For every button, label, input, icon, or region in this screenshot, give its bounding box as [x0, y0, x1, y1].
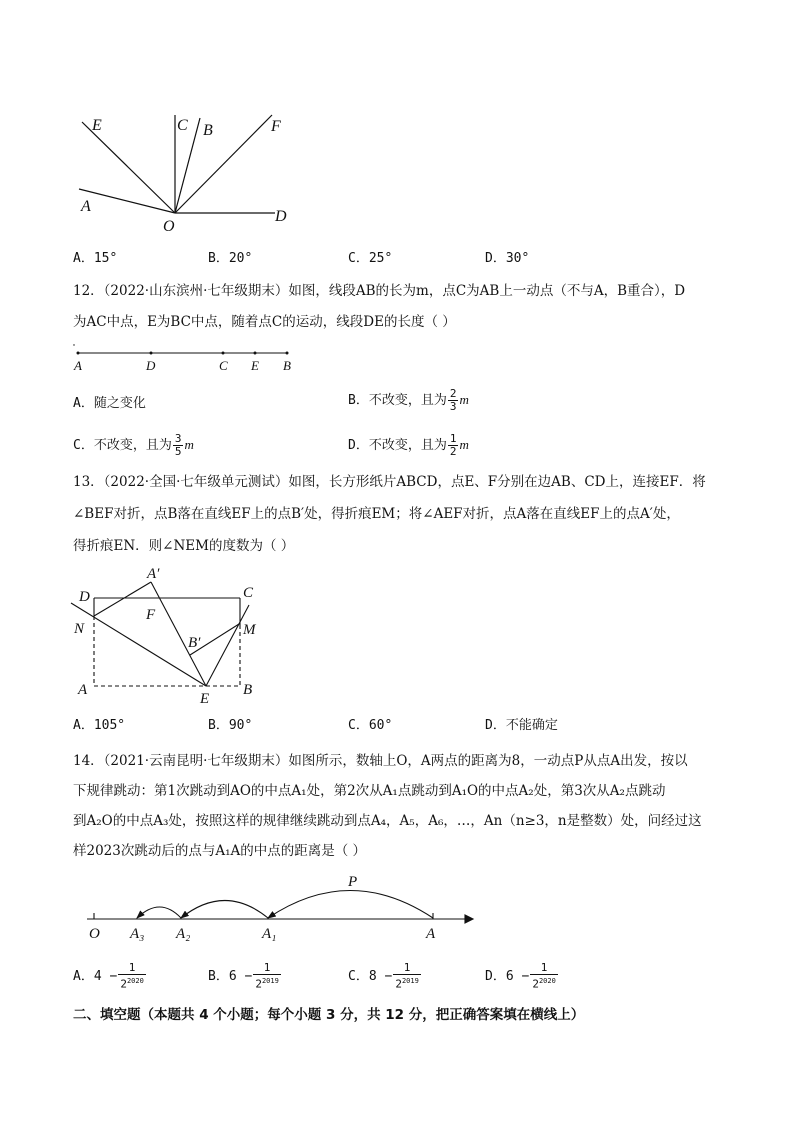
label-C: C [177, 117, 188, 134]
q12-question-line-2: 为AC中点，E为BC中点，随着点C的运动，线段DE的长度（ ） [73, 314, 456, 330]
label-F: F [271, 118, 281, 135]
q11-option-a[interactable]: A．15° [73, 251, 118, 266]
label-A2: A₂ [176, 926, 191, 942]
label-F: F [146, 607, 156, 623]
q11-option-c[interactable]: C．25° [348, 251, 393, 266]
q11-option-d[interactable]: D．30° [485, 251, 530, 266]
q12-segment-figure [70, 340, 300, 376]
q13-option-d[interactable]: D．不能确定 [485, 718, 558, 733]
label-E: E [92, 117, 102, 134]
label-N: N [74, 621, 85, 637]
q13-question-line-2: ∠BEF对折，点B落在直线EF上的点B′处，得折痕EM；将∠AEF对折，点A落在直线EF上的点A′处， [73, 506, 680, 522]
label-C: C [243, 585, 254, 601]
fraction: $\frac{1}{2}$ [449, 432, 457, 458]
fraction: $\frac{3}{5}$ [174, 432, 182, 458]
q13-question-line-1: 13．（2022·全国·七年级单元测试）如图，长方形纸片ABCD，点E、F分别在边AB、CD上，连接EF．将 [73, 474, 706, 490]
label-B: B [243, 682, 253, 698]
label-B: B [283, 358, 291, 373]
q14-question-line-1: 14．（2021·云南昆明·七年级期末）如图所示，数轴上O，A两点的距离为8，一动点P从点A出发，按以 [73, 753, 688, 769]
fraction: $\frac{1}{2^{2019}}$ [255, 961, 279, 991]
q12-question-line-1: 12．（2022·山东滨州·七年级期末）如图，线段AB的长为m，点C为AB上一动点（不与A，B重合），D [73, 283, 686, 299]
q13-rectangle-fold-figure [60, 560, 280, 710]
q11-option-b[interactable]: B．20° [208, 251, 253, 266]
label-A3: A₃ [130, 926, 145, 942]
q12-option-a[interactable]: A．随之变化 [73, 396, 146, 411]
q14-option-c[interactable]: C．8 − $\frac{1}{2^{2019}}$ [348, 961, 419, 991]
section-heading-fill-in-blank: 二、填空题（本题共 4 个小题；每个小题 3 分，共 12 分，把正确答案填在横线上） [73, 1007, 585, 1023]
label-O: O [163, 218, 175, 235]
label-P: P [348, 874, 358, 890]
q14-question-line-3: 到A₂O的中点A₃处，按照这样的规律继续跳动到点A₄，A₅，A₆，…，An（n≥3，n是整数）处，问经过这 [73, 813, 702, 829]
label-A-prime: A′ [147, 566, 160, 582]
fraction: $\frac{1}{2^{2020}}$ [532, 961, 556, 991]
label-B: B [203, 122, 213, 139]
fraction: $\frac{2}{3}$ [449, 387, 457, 413]
q13-option-c[interactable]: C．60° [348, 718, 393, 733]
q13-option-b[interactable]: B．90° [208, 718, 253, 733]
label-A: A [74, 358, 82, 373]
q14-question-line-2: 下规律跳动：第1次跳动到AO的中点A₁处，第2次从A₁点跳动到A₁O的中点A₂处，第3次从A₂点跳动 [73, 783, 666, 799]
label-A: A [81, 198, 91, 215]
fraction: $\frac{1}{2^{2020}}$ [120, 961, 144, 991]
label-D: D [275, 208, 287, 225]
q12-option-d[interactable]: D．不改变，且为 $\frac{1}{2}$ m [348, 432, 469, 458]
label-A: A [426, 926, 436, 942]
label-O: O [89, 926, 100, 942]
q13-question-line-3: 得折痕EN．则∠NEM的度数为（ ） [73, 538, 295, 554]
q12-option-c[interactable]: C．不改变，且为 $\frac{3}{5}$ m [73, 432, 194, 458]
label-M: M [243, 622, 256, 638]
fraction: $\frac{1}{2^{2019}}$ [395, 961, 419, 991]
q14-option-d[interactable]: D．6 − $\frac{1}{2^{2020}}$ [485, 961, 556, 991]
label-D: D [146, 358, 156, 373]
label-B-prime: B′ [188, 635, 201, 651]
label-A1: A₁ [262, 926, 277, 942]
q14-question-line-4: 样2023次跳动后的点与A₁A的中点的距离是（ ） [73, 843, 367, 859]
label-E: E [200, 691, 210, 707]
q14-number-line-figure [80, 868, 480, 943]
q13-option-a[interactable]: A．105° [73, 718, 126, 733]
q12-option-b[interactable]: B．不改变，且为 $\frac{2}{3}$ m [348, 387, 469, 413]
q11-angle-figure [60, 100, 310, 240]
label-D: D [79, 589, 90, 605]
label-A: A [78, 682, 88, 698]
label-E: E [251, 358, 259, 373]
label-C: C [219, 358, 228, 373]
q14-option-b[interactable]: B．6 − $\frac{1}{2^{2019}}$ [208, 961, 279, 991]
q14-option-a[interactable]: A．4 − $\frac{1}{2^{2020}}$ [73, 961, 144, 991]
